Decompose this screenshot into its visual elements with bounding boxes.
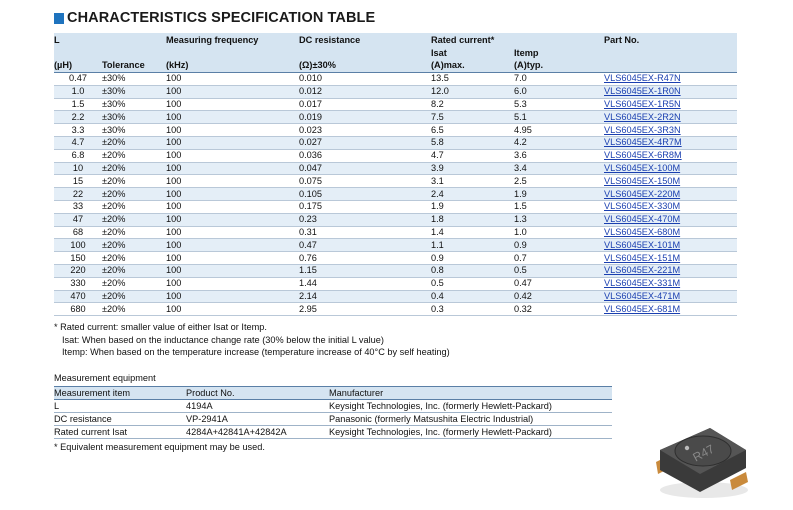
cell-inductance: 33 — [54, 200, 102, 213]
cell-inductance: 15 — [54, 175, 102, 188]
cell-dc-resistance: 0.47 — [299, 239, 431, 252]
spec-table — [54, 33, 737, 316]
meq-cell: L — [54, 400, 186, 413]
inductor-marking: R47 — [690, 441, 717, 465]
cell-inductance: 1.0 — [54, 85, 102, 98]
cell-isat: 0.4 — [431, 290, 514, 303]
cell-tolerance: ±30% — [102, 73, 166, 86]
cell-tolerance: ±20% — [102, 226, 166, 239]
meq-cell: VP-2941A — [186, 413, 329, 426]
spec-row — [54, 136, 737, 149]
note-rated-current: * Rated current: smaller value of either Isat or Itemp. — [54, 322, 267, 332]
cell-frequency: 100 — [166, 149, 299, 162]
meq-cell: Keysight Technologies, Inc. (formerly Hewlett-Packard) — [329, 400, 612, 413]
cell-tolerance: ±20% — [102, 239, 166, 252]
spec-row — [54, 290, 737, 303]
measurement-title: Measurement equipment — [54, 373, 156, 383]
title-text: CHARACTERISTICS SPECIFICATION TABLE — [67, 10, 376, 26]
meq-cell: 4194A — [186, 400, 329, 413]
col-isat-unit: (A)max. — [431, 60, 514, 73]
part-number-link[interactable]: VLS6045EX-330M — [604, 201, 681, 212]
cell-inductance: 330 — [54, 277, 102, 290]
cell-inductance: 0.47 — [54, 73, 102, 86]
cell-tolerance: ±20% — [102, 162, 166, 175]
meq-col-product: Product No. — [186, 387, 329, 400]
header-row-2 — [54, 48, 737, 60]
cell-itemp: 1.9 — [514, 188, 604, 201]
cell-itemp: 2.5 — [514, 175, 604, 188]
cell-dc-resistance: 0.31 — [299, 226, 431, 239]
cell-frequency: 100 — [166, 111, 299, 124]
measurement-row — [54, 426, 612, 439]
cell-part-no — [604, 149, 737, 162]
inductor-product-image — [650, 410, 754, 502]
part-number-link[interactable]: VLS6045EX-1R5N — [604, 98, 681, 109]
cell-tolerance: ±30% — [102, 124, 166, 137]
part-number-link[interactable]: VLS6045EX-4R7M — [604, 137, 682, 148]
cell-part-no — [604, 73, 737, 86]
spec-row — [54, 124, 737, 137]
col-itemp-unit: (A)typ. — [514, 60, 604, 73]
part-number-link[interactable]: VLS6045EX-681M — [604, 303, 681, 314]
cell-isat: 3.9 — [431, 162, 514, 175]
cell-part-no — [604, 277, 737, 290]
cell-frequency: 100 — [166, 136, 299, 149]
cell-itemp: 0.7 — [514, 252, 604, 265]
cell-isat: 7.5 — [431, 111, 514, 124]
cell-part-no — [604, 239, 737, 252]
col-part-no: Part No. — [604, 33, 737, 48]
col-tolerance: Tolerance — [102, 60, 166, 73]
cell-part-no — [604, 303, 737, 316]
cell-itemp: 3.4 — [514, 162, 604, 175]
meq-cell: Rated current Isat — [54, 426, 186, 439]
cell-inductance: 150 — [54, 252, 102, 265]
cell-inductance: 100 — [54, 239, 102, 252]
col-itemp: Itemp — [514, 48, 604, 60]
spec-row — [54, 162, 737, 175]
part-number-link[interactable]: VLS6045EX-331M — [604, 278, 681, 289]
cell-itemp: 5.1 — [514, 111, 604, 124]
spec-row — [54, 73, 737, 86]
part-number-link[interactable]: VLS6045EX-221M — [604, 265, 681, 276]
cell-isat: 2.4 — [431, 188, 514, 201]
cell-itemp: 1.0 — [514, 226, 604, 239]
part-number-link[interactable]: VLS6045EX-470M — [604, 214, 681, 225]
page-title — [54, 9, 375, 27]
cell-itemp: 5.3 — [514, 98, 604, 111]
cell-itemp: 4.2 — [514, 136, 604, 149]
cell-itemp: 0.42 — [514, 290, 604, 303]
part-number-link[interactable]: VLS6045EX-2R2N — [604, 111, 681, 122]
cell-frequency: 100 — [166, 239, 299, 252]
cell-inductance: 680 — [54, 303, 102, 316]
cell-dc-resistance: 1.15 — [299, 264, 431, 277]
cell-isat: 1.4 — [431, 226, 514, 239]
cell-itemp: 7.0 — [514, 73, 604, 86]
cell-dc-resistance: 0.075 — [299, 175, 431, 188]
cell-isat: 4.7 — [431, 149, 514, 162]
part-number-link[interactable]: VLS6045EX-1R0N — [604, 86, 681, 97]
cell-frequency: 100 — [166, 277, 299, 290]
part-number-link[interactable]: VLS6045EX-6R8M — [604, 150, 682, 161]
measurement-row — [54, 400, 612, 413]
spec-row — [54, 264, 737, 277]
cell-itemp: 4.95 — [514, 124, 604, 137]
cell-tolerance: ±30% — [102, 85, 166, 98]
cell-frequency: 100 — [166, 290, 299, 303]
cell-tolerance: ±20% — [102, 213, 166, 226]
part-number-link[interactable]: VLS6045EX-471M — [604, 290, 681, 301]
cell-tolerance: ±20% — [102, 264, 166, 277]
meq-col-item: Measurement item — [54, 387, 186, 400]
col-l-unit: (µH) — [54, 60, 102, 73]
cell-dc-resistance: 2.95 — [299, 303, 431, 316]
meq-cell: 4284A+42841A+42842A — [186, 426, 329, 439]
spec-row — [54, 226, 737, 239]
cell-inductance: 47 — [54, 213, 102, 226]
cell-dc-resistance: 0.010 — [299, 73, 431, 86]
cell-itemp: 3.6 — [514, 149, 604, 162]
cell-frequency: 100 — [166, 252, 299, 265]
spec-row — [54, 175, 737, 188]
meq-cell: Keysight Technologies, Inc. (formerly Hewlett-Packard) — [329, 426, 612, 439]
cell-tolerance: ±20% — [102, 303, 166, 316]
spec-row — [54, 277, 737, 290]
cell-itemp: 0.5 — [514, 264, 604, 277]
spec-row — [54, 239, 737, 252]
col-measuring-frequency: Measuring frequency — [166, 33, 299, 48]
header-row-3 — [54, 60, 737, 73]
measurement-row — [54, 413, 612, 426]
spec-row — [54, 252, 737, 265]
cell-tolerance: ±20% — [102, 149, 166, 162]
cell-part-no — [604, 264, 737, 277]
cell-frequency: 100 — [166, 124, 299, 137]
cell-tolerance: ±20% — [102, 290, 166, 303]
measurement-table — [54, 386, 612, 439]
note-itemp: Itemp: When based on the temperature increase (temperature increase of 40°C by self heating) — [62, 347, 450, 357]
spec-row — [54, 149, 737, 162]
cell-part-no — [604, 188, 737, 201]
cell-dc-resistance: 0.105 — [299, 188, 431, 201]
cell-part-no — [604, 213, 737, 226]
cell-frequency: 100 — [166, 264, 299, 277]
cell-part-no — [604, 111, 737, 124]
cell-part-no — [604, 252, 737, 265]
cell-isat: 12.0 — [431, 85, 514, 98]
cell-isat: 1.1 — [431, 239, 514, 252]
cell-inductance: 3.3 — [54, 124, 102, 137]
cell-itemp: 1.3 — [514, 213, 604, 226]
cell-tolerance: ±20% — [102, 277, 166, 290]
cell-dc-resistance: 0.175 — [299, 200, 431, 213]
cell-part-no — [604, 85, 737, 98]
cell-frequency: 100 — [166, 226, 299, 239]
cell-dc-resistance: 0.027 — [299, 136, 431, 149]
part-number-link[interactable]: VLS6045EX-101M — [604, 239, 681, 250]
col-dc-resistance: DC resistance — [299, 33, 431, 48]
cell-dc-resistance: 0.012 — [299, 85, 431, 98]
cell-itemp: 0.32 — [514, 303, 604, 316]
cell-dc-resistance: 0.76 — [299, 252, 431, 265]
cell-part-no — [604, 98, 737, 111]
cell-isat: 8.2 — [431, 98, 514, 111]
col-freq-unit: (kHz) — [166, 60, 299, 73]
cell-frequency: 100 — [166, 213, 299, 226]
part-number-link[interactable]: VLS6045EX-680M — [604, 226, 681, 237]
meq-cell: Panasonic (formerly Matsushita Electric Industrial) — [329, 413, 612, 426]
spec-row — [54, 111, 737, 124]
cell-frequency: 100 — [166, 85, 299, 98]
cell-dc-resistance: 0.017 — [299, 98, 431, 111]
spec-row — [54, 188, 737, 201]
cell-dc-resistance: 0.019 — [299, 111, 431, 124]
part-number-link[interactable]: VLS6045EX-100M — [604, 162, 681, 173]
cell-dc-resistance: 0.023 — [299, 124, 431, 137]
cell-part-no — [604, 200, 737, 213]
cell-frequency: 100 — [166, 98, 299, 111]
spec-row — [54, 213, 737, 226]
meq-col-manufacturer: Manufacturer — [329, 387, 612, 400]
cell-part-no — [604, 226, 737, 239]
cell-isat: 5.8 — [431, 136, 514, 149]
cell-dc-resistance: 2.14 — [299, 290, 431, 303]
spec-row — [54, 200, 737, 213]
measurement-header-row — [54, 387, 612, 400]
title-square-icon — [54, 13, 64, 24]
cell-tolerance: ±30% — [102, 98, 166, 111]
cell-frequency: 100 — [166, 73, 299, 86]
measurement-footnote: * Equivalent measurement equipment may be used. — [54, 442, 265, 452]
cell-isat: 3.1 — [431, 175, 514, 188]
cell-tolerance: ±20% — [102, 200, 166, 213]
cell-isat: 0.8 — [431, 264, 514, 277]
meq-cell: DC resistance — [54, 413, 186, 426]
cell-itemp: 0.9 — [514, 239, 604, 252]
cell-frequency: 100 — [166, 188, 299, 201]
cell-inductance: 22 — [54, 188, 102, 201]
spec-row — [54, 303, 737, 316]
spec-row — [54, 98, 737, 111]
cell-dc-resistance: 1.44 — [299, 277, 431, 290]
cell-dc-resistance: 0.047 — [299, 162, 431, 175]
part-number-link[interactable]: VLS6045EX-150M — [604, 175, 681, 186]
cell-tolerance: ±30% — [102, 111, 166, 124]
col-dc-unit: (Ω)±30% — [299, 60, 431, 73]
cell-isat: 1.9 — [431, 200, 514, 213]
cell-frequency: 100 — [166, 303, 299, 316]
cell-inductance: 220 — [54, 264, 102, 277]
cell-tolerance: ±20% — [102, 175, 166, 188]
spec-row — [54, 85, 737, 98]
cell-dc-resistance: 0.23 — [299, 213, 431, 226]
cell-tolerance: ±20% — [102, 252, 166, 265]
cell-dc-resistance: 0.036 — [299, 149, 431, 162]
cell-itemp: 0.47 — [514, 277, 604, 290]
cell-isat: 13.5 — [431, 73, 514, 86]
cell-part-no — [604, 175, 737, 188]
cell-inductance: 10 — [54, 162, 102, 175]
part-number-link[interactable]: VLS6045EX-R47N — [604, 73, 681, 84]
cell-frequency: 100 — [166, 162, 299, 175]
cell-itemp: 6.0 — [514, 85, 604, 98]
cell-isat: 0.5 — [431, 277, 514, 290]
cell-part-no — [604, 124, 737, 137]
col-rated-current: Rated current* — [431, 33, 604, 48]
cell-isat: 1.8 — [431, 213, 514, 226]
cell-part-no — [604, 136, 737, 149]
cell-inductance: 2.2 — [54, 111, 102, 124]
cell-inductance: 1.5 — [54, 98, 102, 111]
col-isat: Isat — [431, 48, 514, 60]
col-l: L — [54, 33, 102, 48]
cell-isat: 6.5 — [431, 124, 514, 137]
cell-itemp: 1.5 — [514, 200, 604, 213]
part-number-link[interactable]: VLS6045EX-220M — [604, 188, 681, 199]
part-number-link[interactable]: VLS6045EX-3R3N — [604, 124, 681, 135]
cell-part-no — [604, 290, 737, 303]
cell-inductance: 470 — [54, 290, 102, 303]
cell-part-no — [604, 162, 737, 175]
header-row-1 — [54, 33, 737, 48]
cell-frequency: 100 — [166, 175, 299, 188]
note-isat: Isat: When based on the inductance change rate (30% below the initial L value) — [62, 334, 384, 345]
cell-tolerance: ±20% — [102, 136, 166, 149]
cell-frequency: 100 — [166, 200, 299, 213]
cell-isat: 0.3 — [431, 303, 514, 316]
notes — [54, 321, 450, 359]
cell-tolerance: ±20% — [102, 188, 166, 201]
cell-isat: 0.9 — [431, 252, 514, 265]
cell-inductance: 4.7 — [54, 136, 102, 149]
part-number-link[interactable]: VLS6045EX-151M — [604, 252, 681, 263]
cell-inductance: 68 — [54, 226, 102, 239]
cell-inductance: 6.8 — [54, 149, 102, 162]
